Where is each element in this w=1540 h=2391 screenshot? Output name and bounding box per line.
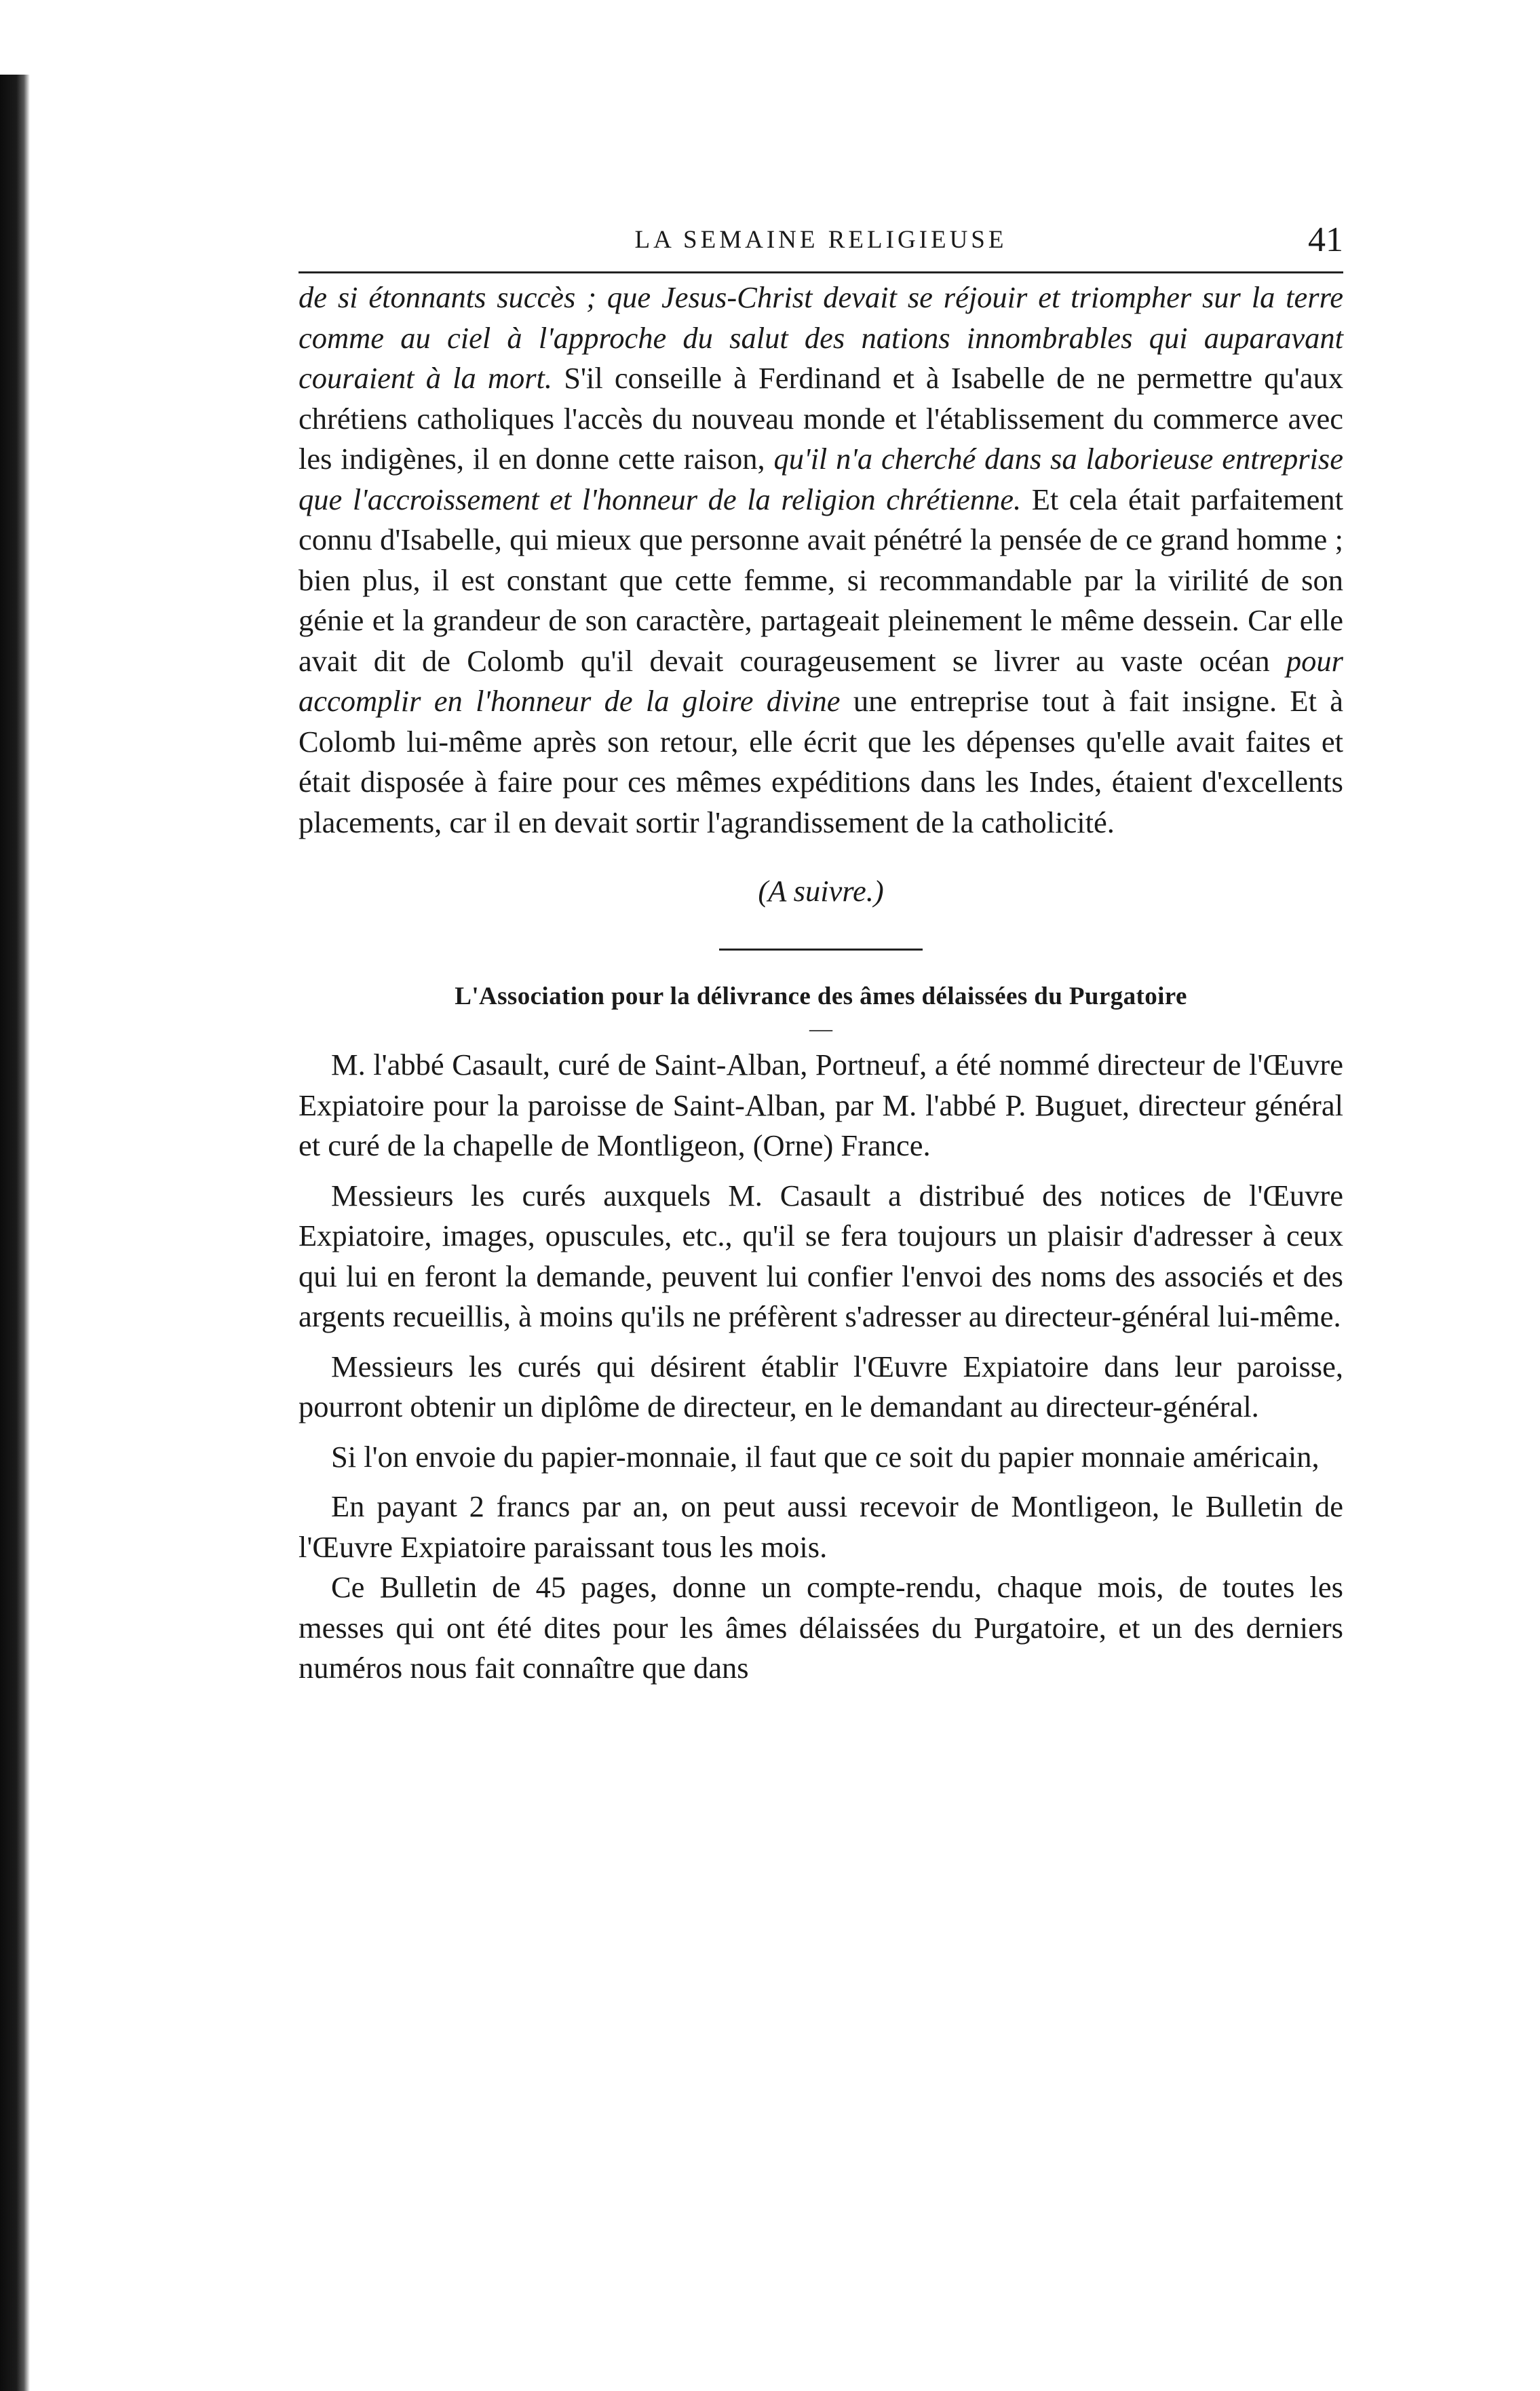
italic-passage: pour accomplir en l'honneur de la gloire divine [299,643,1343,718]
article-continuation [299,278,1343,1689]
italic-passage: qu'il n'a cherché dans sa laborieuse entreprise que l'accroissement et l'honneur de la religion chrétienne. [299,442,1343,516]
section-paragraph: Messieurs les curés auxquels M. Casault a distribué des notices de l'Œuvre Expiatoire, images, opuscules, etc., qu'il se fera toujours un plaisir d'adresser à ceux qui lui en feront la demande, peuvent lui confier l'envoi des noms des associés et des argents recueillis, à moins qu'ils ne préfèrent s'adresser au directeur-général lui-même. [299,1178,1343,1333]
text-passage: Et cela était parfaitement connu d'Isabelle, qui mieux que personne avait pénétré la pensée de ce grand homme ; bien plus, il est constant que cette femme, si recommandable par la virilité de son génie et la grandeur de son caractère, partageait pleinement le même dessein. Car elle avait dit de Colomb qu'il devait courageusement se livrer au vaste océan [299,482,1343,678]
section-paragraph: En payant 2 francs par an, on peut aussi recevoir de Montligeon, le Bulletin de l'Œuvre Expiatoire paraissant tous les mois. [299,1489,1343,1564]
page-number: 41 [1308,221,1343,259]
section-paragraph: M. l'abbé Casault, curé de Saint-Alban, Portneuf, a été nommé directeur de l'Œuvre Expiatoire pour la paroisse de Saint-Alban, par M. l'abbé P. Buguet, directeur général et curé de la chapelle de Montligeon, (Orne) France. [299,1048,1343,1162]
text-passage: S'il conseille à Ferdinand et à Isabelle de ne permettre qu'aux chrétiens catholiques l'accès du nouveau monde et l'établissement du commerce avec les indigènes, il en donne cette raison, [299,361,1343,476]
section-body [299,1045,1343,1689]
section-paragraph: Ce Bulletin de 45 pages, donne un compte-rendu, chaque mois, de toutes les messes qui ont été dites pour les âmes délaissées du Purgatoire, et un des derniers numéros nous fait connaître que dans [299,1570,1343,1685]
document-page [299,210,1343,1689]
page-header [299,210,1343,273]
section-divider [719,949,923,951]
title-separator: — [809,1016,832,1041]
to-be-continued: (A suivre.) [758,874,884,908]
paragraph-columbus [299,278,1343,843]
page-binding-edge [0,75,30,2391]
section-paragraph: Si l'on envoie du papier-monnaie, il faut que ce soit du papier monnaie américain, [331,1439,1320,1474]
text-passage: une entreprise tout à fait insigne. Et à Colomb lui-même après son retour, elle écrit que les dépenses qu'elle avait faites et était disposée à faire pour ces mêmes expéditions dans les Indes, étaient d'excellents placements, car il en devait sortir l'agrandissement de la catholicité. [299,684,1343,839]
italic-passage: de si étonnants succès ; que Jesus-Christ devait se réjouir et triompher sur la terre comme au ciel à l'approche du salut des nations innombrables qui auparavant couraient à la mort. [299,280,1343,395]
running-title: LA SEMAINE RELIGIEUSE [634,226,1007,254]
section-paragraph: Messieurs les curés qui désirent établir l'Œuvre Expiatoire dans leur paroisse, pourront obtenir un diplôme de directeur, en le demandant au directeur-général. [299,1349,1343,1423]
section-title: L'Association pour la délivrance des âmes délaissées du Purgatoire [455,982,1187,1010]
